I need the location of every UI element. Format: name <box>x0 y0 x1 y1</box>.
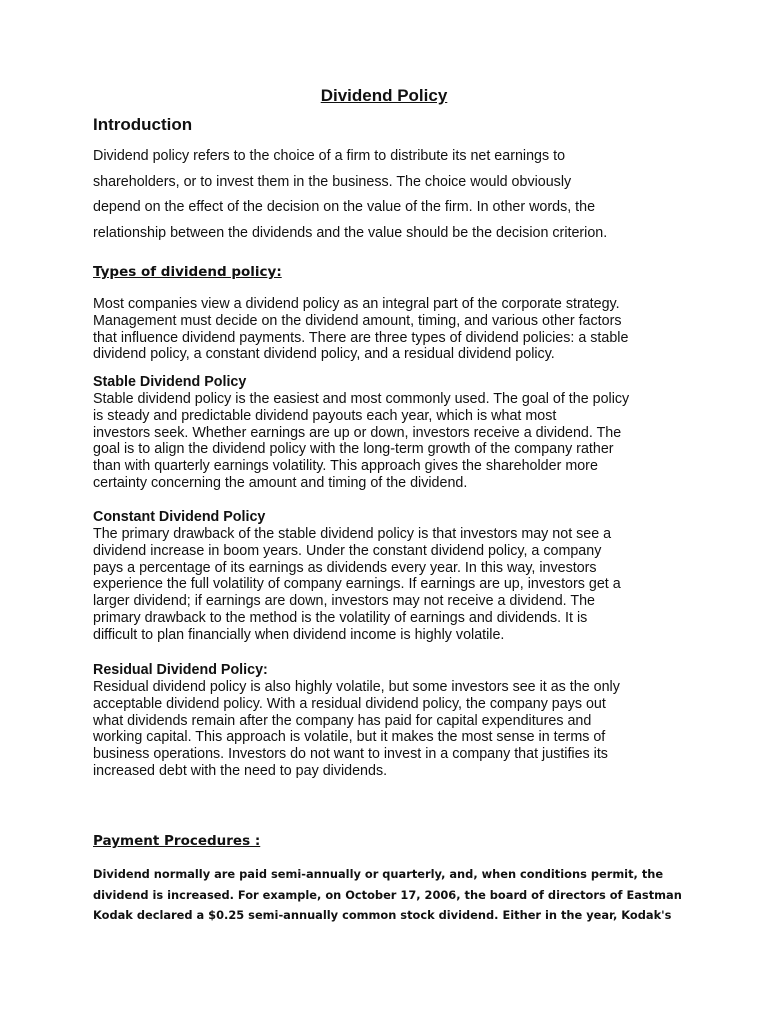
text-line: depend on the effect of the decision on the value of the firm. In other words, the <box>93 199 596 215</box>
introduction-paragraph <box>93 144 683 246</box>
text-line: difficult to plan financially when dividend income is highly volatile. <box>93 626 505 643</box>
text-line: is steady and predictable dividend payouts each year, which is what most <box>93 407 557 424</box>
text-line: what dividends remain after the company has paid for capital expenditures and <box>93 712 592 729</box>
text-line: than with quarterly earnings volatility. This approach gives the shareholder more <box>93 458 598 475</box>
residual-policy-paragraph <box>93 679 693 780</box>
text-line: The primary drawback of the stable dividend policy is that investors may not see a <box>93 526 612 542</box>
text-line: Kodak declared a $0.25 semi-annually common stock dividend. Either in the year, Kodak's <box>93 908 672 922</box>
text-line: experience the full volatility of company earnings. If earnings are up, investors get a <box>93 576 621 593</box>
document-title: Dividend Policy <box>320 86 448 105</box>
text-line: larger dividend; if earnings are down, investors may not receive a dividend. The <box>93 593 595 610</box>
stable-policy-paragraph <box>93 391 693 492</box>
constant-policy-heading: Constant Dividend Policy <box>93 509 266 525</box>
stable-policy-heading: Stable Dividend Policy <box>93 374 247 390</box>
payment-procedures-heading: Payment Procedures : <box>93 833 261 849</box>
text-line: Stable dividend policy is the easiest and most commonly used. The goal of the policy <box>93 391 630 407</box>
text-line: Dividend policy refers to the choice of a firm to distribute its net earnings to <box>93 148 566 164</box>
types-paragraph <box>93 296 693 363</box>
text-line: Dividend normally are paid semi-annually or quarterly, and, when conditions permit, the <box>93 867 664 881</box>
constant-policy-paragraph <box>93 526 693 644</box>
text-line: Most companies view a dividend policy as an integral part of the corporate strategy. <box>93 296 620 312</box>
text-line: dividend policy, a constant dividend policy, and a residual dividend policy. <box>93 346 555 363</box>
text-line: dividend increase in boom years. Under the constant dividend policy, a company <box>93 542 602 559</box>
text-line: that influence dividend payments. There are three types of dividend policies: a stable <box>93 329 629 346</box>
text-line: Management must decide on the dividend amount, timing, and various other factors <box>93 312 622 329</box>
text-line: investors seek. Whether earnings are up or down, investors receive a dividend. The <box>93 424 622 441</box>
text-line: shareholders, or to invest them in the business. The choice would obviously <box>93 173 572 190</box>
text-line: pays a percentage of its earnings as dividends every year. In this way, investors <box>93 559 597 576</box>
residual-policy-heading: Residual Dividend Policy: <box>93 662 268 678</box>
text-line: certainty concerning the amount and timing of the dividend. <box>93 474 468 491</box>
text-line: acceptable dividend policy. With a residual dividend policy, the company pays out <box>93 695 606 712</box>
text-line: dividend is increased. For example, on October 17, 2006, the board of directors of Eastman <box>93 887 682 902</box>
text-line: relationship between the dividends and the value should be the decision criterion. <box>93 224 608 241</box>
text-line: increased debt with the need to pay dividends. <box>93 762 388 779</box>
text-line: working capital. This approach is volatile, but it makes the most sense in terms of <box>93 729 606 746</box>
text-line: goal is to align the dividend policy with the long-term growth of the company rather <box>93 441 614 458</box>
payment-procedures-paragraph <box>93 864 683 926</box>
types-heading: Types of dividend policy: <box>93 264 282 280</box>
text-line: primary drawback to the method is the volatility of earnings and dividends. It is <box>93 609 588 626</box>
text-line: Residual dividend policy is also highly volatile, but some investors see it as the only <box>93 679 620 695</box>
text-line: business operations. Investors do not want to invest in a company that justifies its <box>93 746 608 763</box>
introduction-heading: Introduction <box>93 115 193 134</box>
